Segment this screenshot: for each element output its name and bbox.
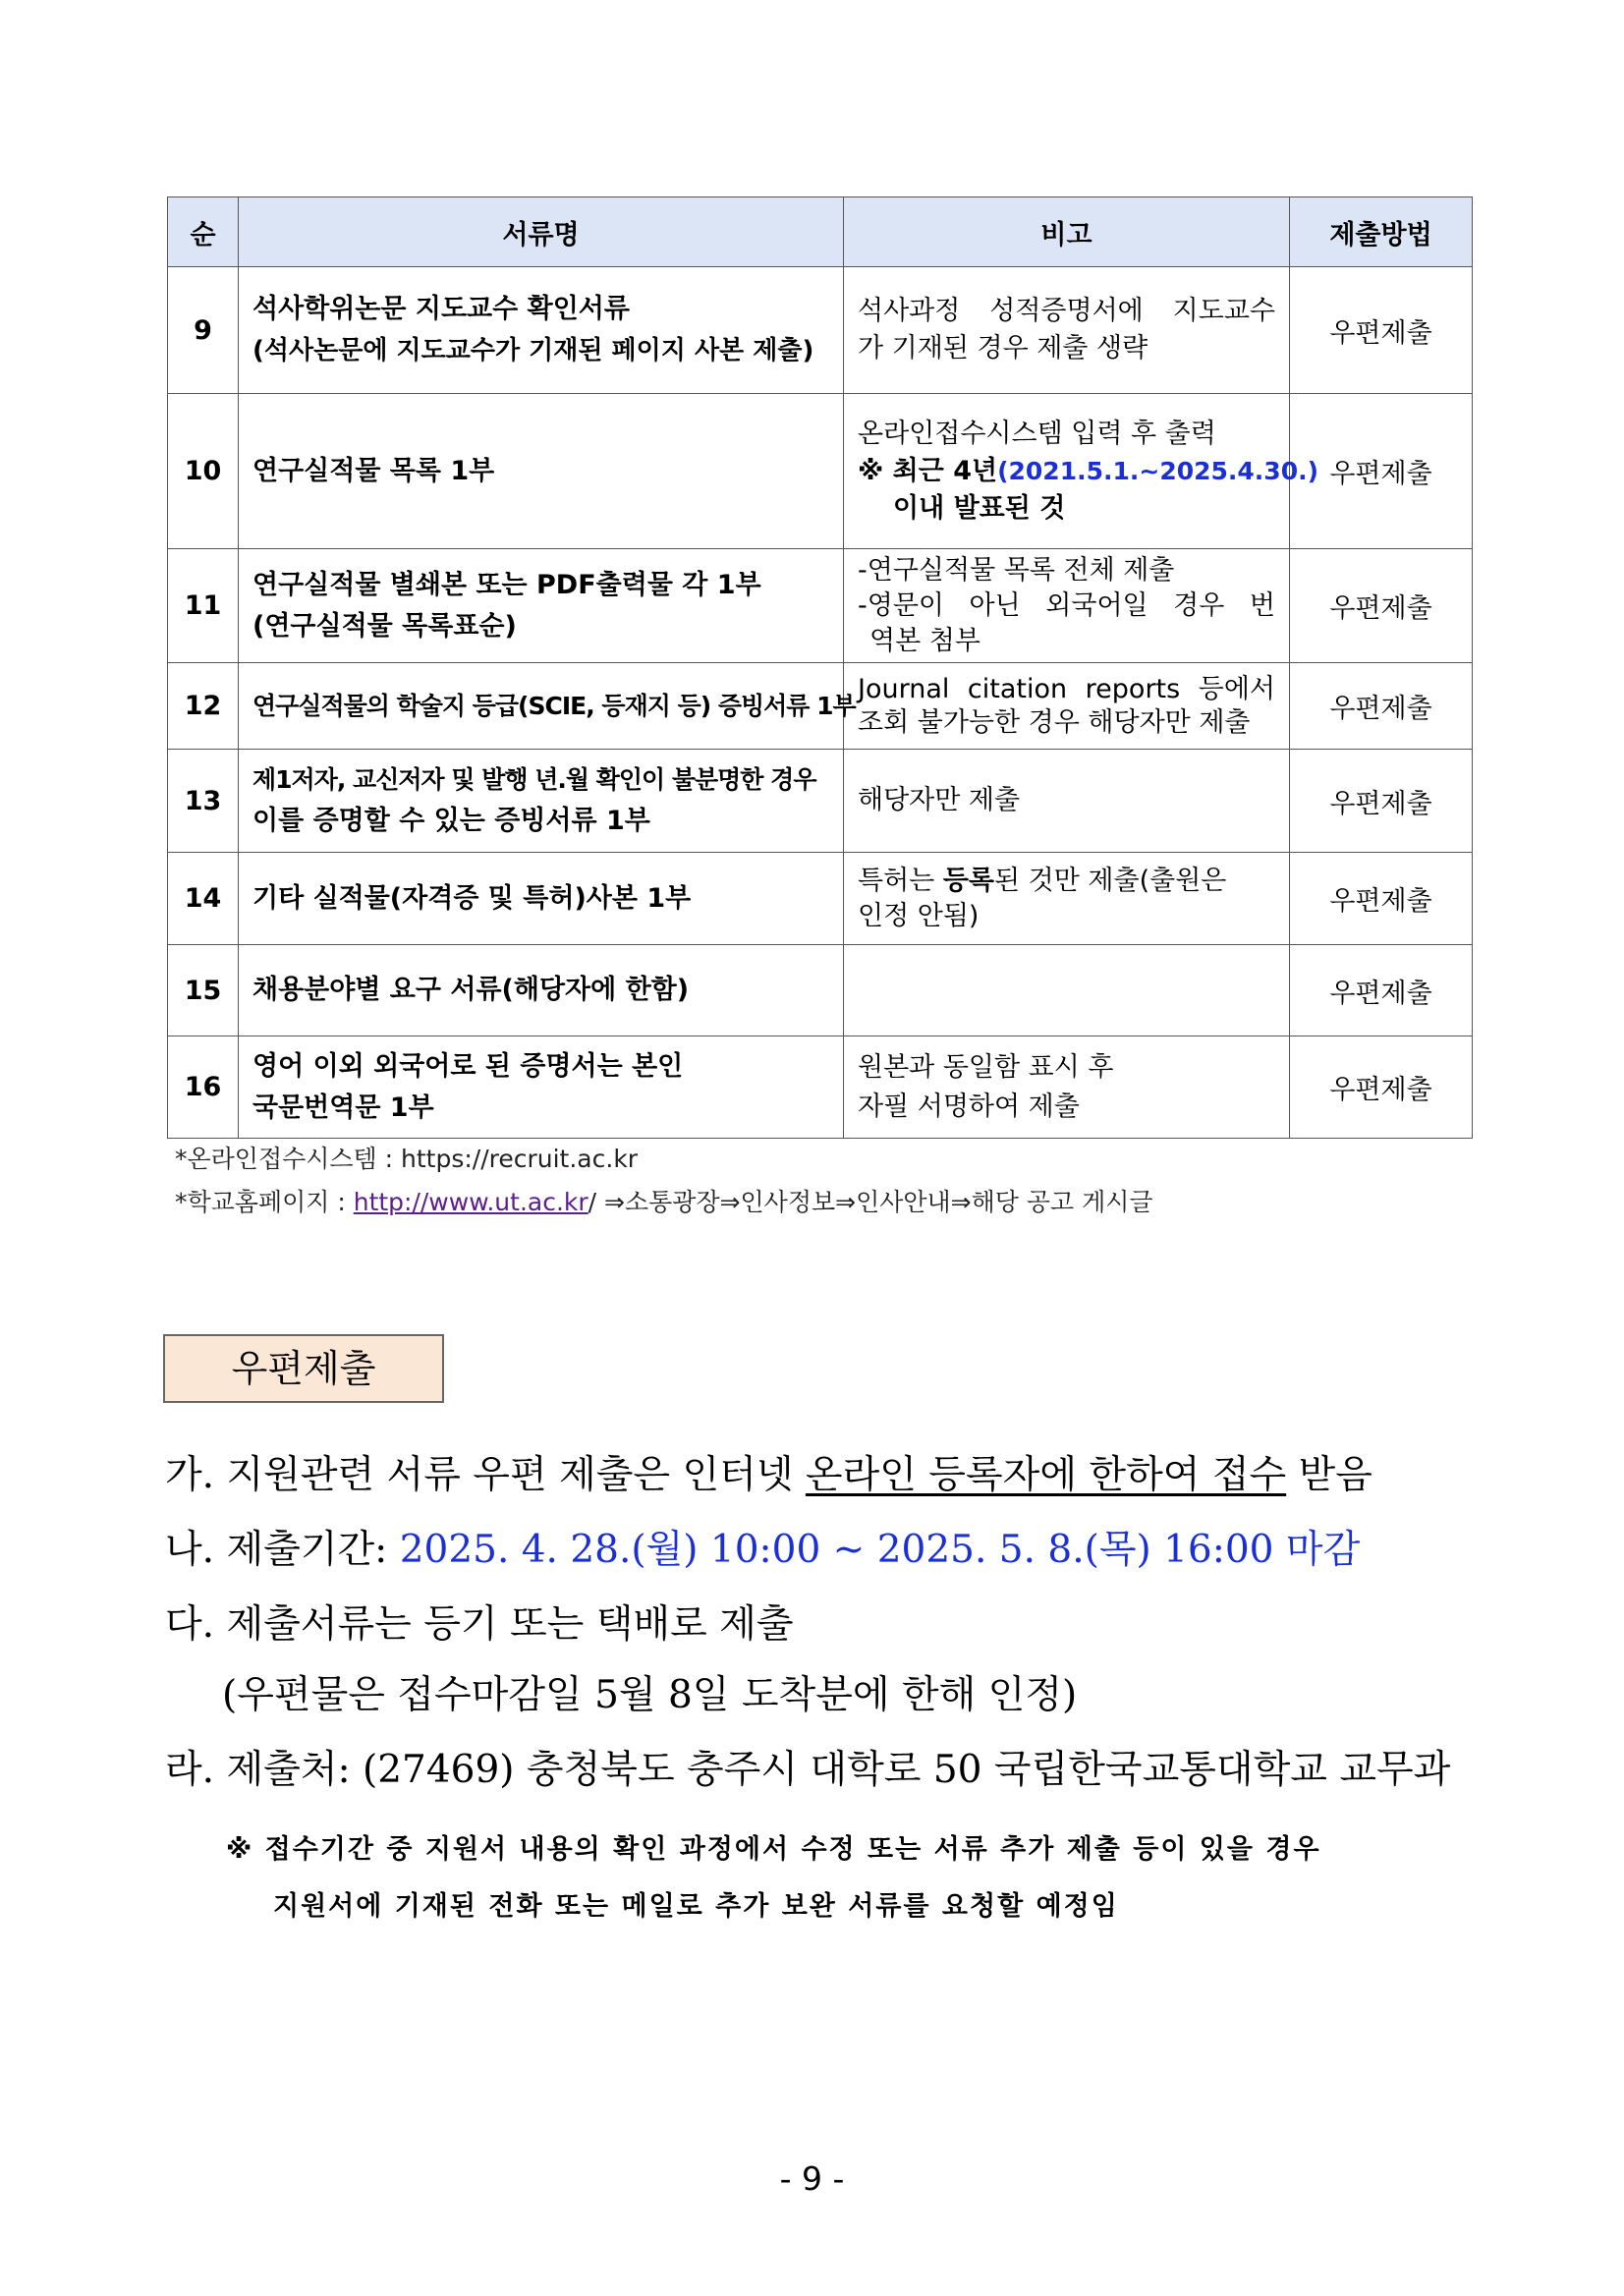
homepage-link[interactable]: http://www.ut.ac.kr: [353, 1188, 588, 1216]
row-num: 12: [168, 663, 239, 750]
item-na: 나. 제출기간: 2025. 4. 28.(월) 10:00 ~ 2025. 5. 8.(목) 16:00 마감: [165, 1528, 1361, 1572]
table-row: [168, 853, 1473, 945]
notice-line-2: 지원서에 기재된 전화 또는 메일로 추가 보완 서류를 요청할 예정임: [273, 1891, 1119, 1922]
table-row: [168, 549, 1473, 663]
row-method: 우편제출: [1290, 394, 1473, 549]
header-name: 서류명: [239, 197, 844, 267]
table-row: [168, 663, 1473, 750]
notice-line-1: ※ 접수기간 중 지원서 내용의 확인 과정에서 수정 또는 서류 추가 제출 등이 있을 경우: [226, 1834, 1321, 1865]
row-note: 온라인접수시스템 입력 후 출력 ※ 최근 4년(2021.5.1.~2025.4.30.) 이내 발표된 것: [844, 394, 1290, 549]
row-method: 우편제출: [1290, 549, 1473, 663]
header-method: 제출방법: [1290, 197, 1473, 267]
table-row: [168, 1036, 1473, 1139]
table-row: [168, 945, 1473, 1036]
documents-table: [167, 196, 1473, 1139]
footnote-system: *온라인접수시스템 : https://recruit.ac.kr: [175, 1145, 639, 1173]
table-header-row: [168, 197, 1473, 267]
header-num: 순: [168, 197, 239, 267]
row-note: -연구실적물 목록 전체 제출 -영문이 아닌 외국어일 경우 번 역본 첨부: [844, 549, 1290, 663]
row-num: 14: [168, 853, 239, 945]
row-method: 우편제출: [1290, 267, 1473, 394]
row-name: 연구실적물 별쇄본 또는 PDF출력물 각 1부 (연구실적물 목록표순): [239, 549, 844, 663]
item-da-sub: (우편물은 접수마감일 5월 8일 도착분에 한해 인정): [222, 1673, 1078, 1717]
row-num: 13: [168, 750, 239, 853]
table-row: [168, 267, 1473, 394]
row-num: 10: [168, 394, 239, 549]
row-num: 11: [168, 549, 239, 663]
row-num: 16: [168, 1036, 239, 1139]
row-note: 석사과정 성적증명서에 지도교수 가 기재된 경우 제출 생략: [844, 267, 1290, 394]
row-note: 해당자만 제출: [844, 750, 1290, 853]
row-method: 우편제출: [1290, 1036, 1473, 1139]
row-name: 기타 실적물(자격증 및 특허)사본 1부: [239, 853, 844, 945]
item-ra: 라. 제출처: (27469) 충청북도 충주시 대학로 50 국립한국교통대학교 교무과: [165, 1748, 1451, 1792]
row-note: Journal citation reports 등에서 조회 불가능한 경우 해당자만 제출: [844, 663, 1290, 750]
item-da: 다. 제출서류는 등기 또는 택배로 제출: [165, 1602, 794, 1647]
row-name: 제1저자, 교신저자 및 발행 년.월 확인이 불분명한 경우 이를 증명할 수 있는 증빙서류 1부: [239, 750, 844, 853]
header-note: 비고: [844, 197, 1290, 267]
row-name: 연구실적물 목록 1부: [239, 394, 844, 549]
row-method: 우편제출: [1290, 663, 1473, 750]
row-name: 영어 이외 외국어로 된 증명서는 본인 국문번역문 1부: [239, 1036, 844, 1139]
row-note: 원본과 동일함 표시 후 자필 서명하여 제출: [844, 1036, 1290, 1139]
row-method: 우편제출: [1290, 853, 1473, 945]
page-number: - 9 -: [779, 2159, 845, 2198]
row-num: 15: [168, 945, 239, 1036]
table-row: [168, 750, 1473, 853]
row-name: 채용분야별 요구 서류(해당자에 한함): [239, 945, 844, 1036]
row-name: 석사학위논문 지도교수 확인서류 (석사논문에 지도교수가 기재된 페이지 사본 제출): [239, 267, 844, 394]
item-ga: 가. 지원관련 서류 우편 제출은 인터넷 온라인 등록자에 한하여 접수 받음: [165, 1453, 1372, 1497]
row-method: 우편제출: [1290, 750, 1473, 853]
table-row: [168, 394, 1473, 549]
row-num: 9: [168, 267, 239, 394]
row-note: [844, 945, 1290, 1036]
row-method: 우편제출: [1290, 945, 1473, 1036]
row-name: 연구실적물의 학술지 등급(SCIE, 등재지 등) 증빙서류 1부: [239, 663, 844, 750]
footnote-homepage: *학교홈페이지 : http://www.ut.ac.kr/ ⇒소통광장⇒인사정보⇒인사안내⇒해당 공고 게시글: [175, 1188, 1153, 1216]
section-title: 우편제출: [163, 1334, 444, 1403]
row-note: 특허는 등록된 것만 제출(출원은 인정 안됨): [844, 853, 1290, 945]
